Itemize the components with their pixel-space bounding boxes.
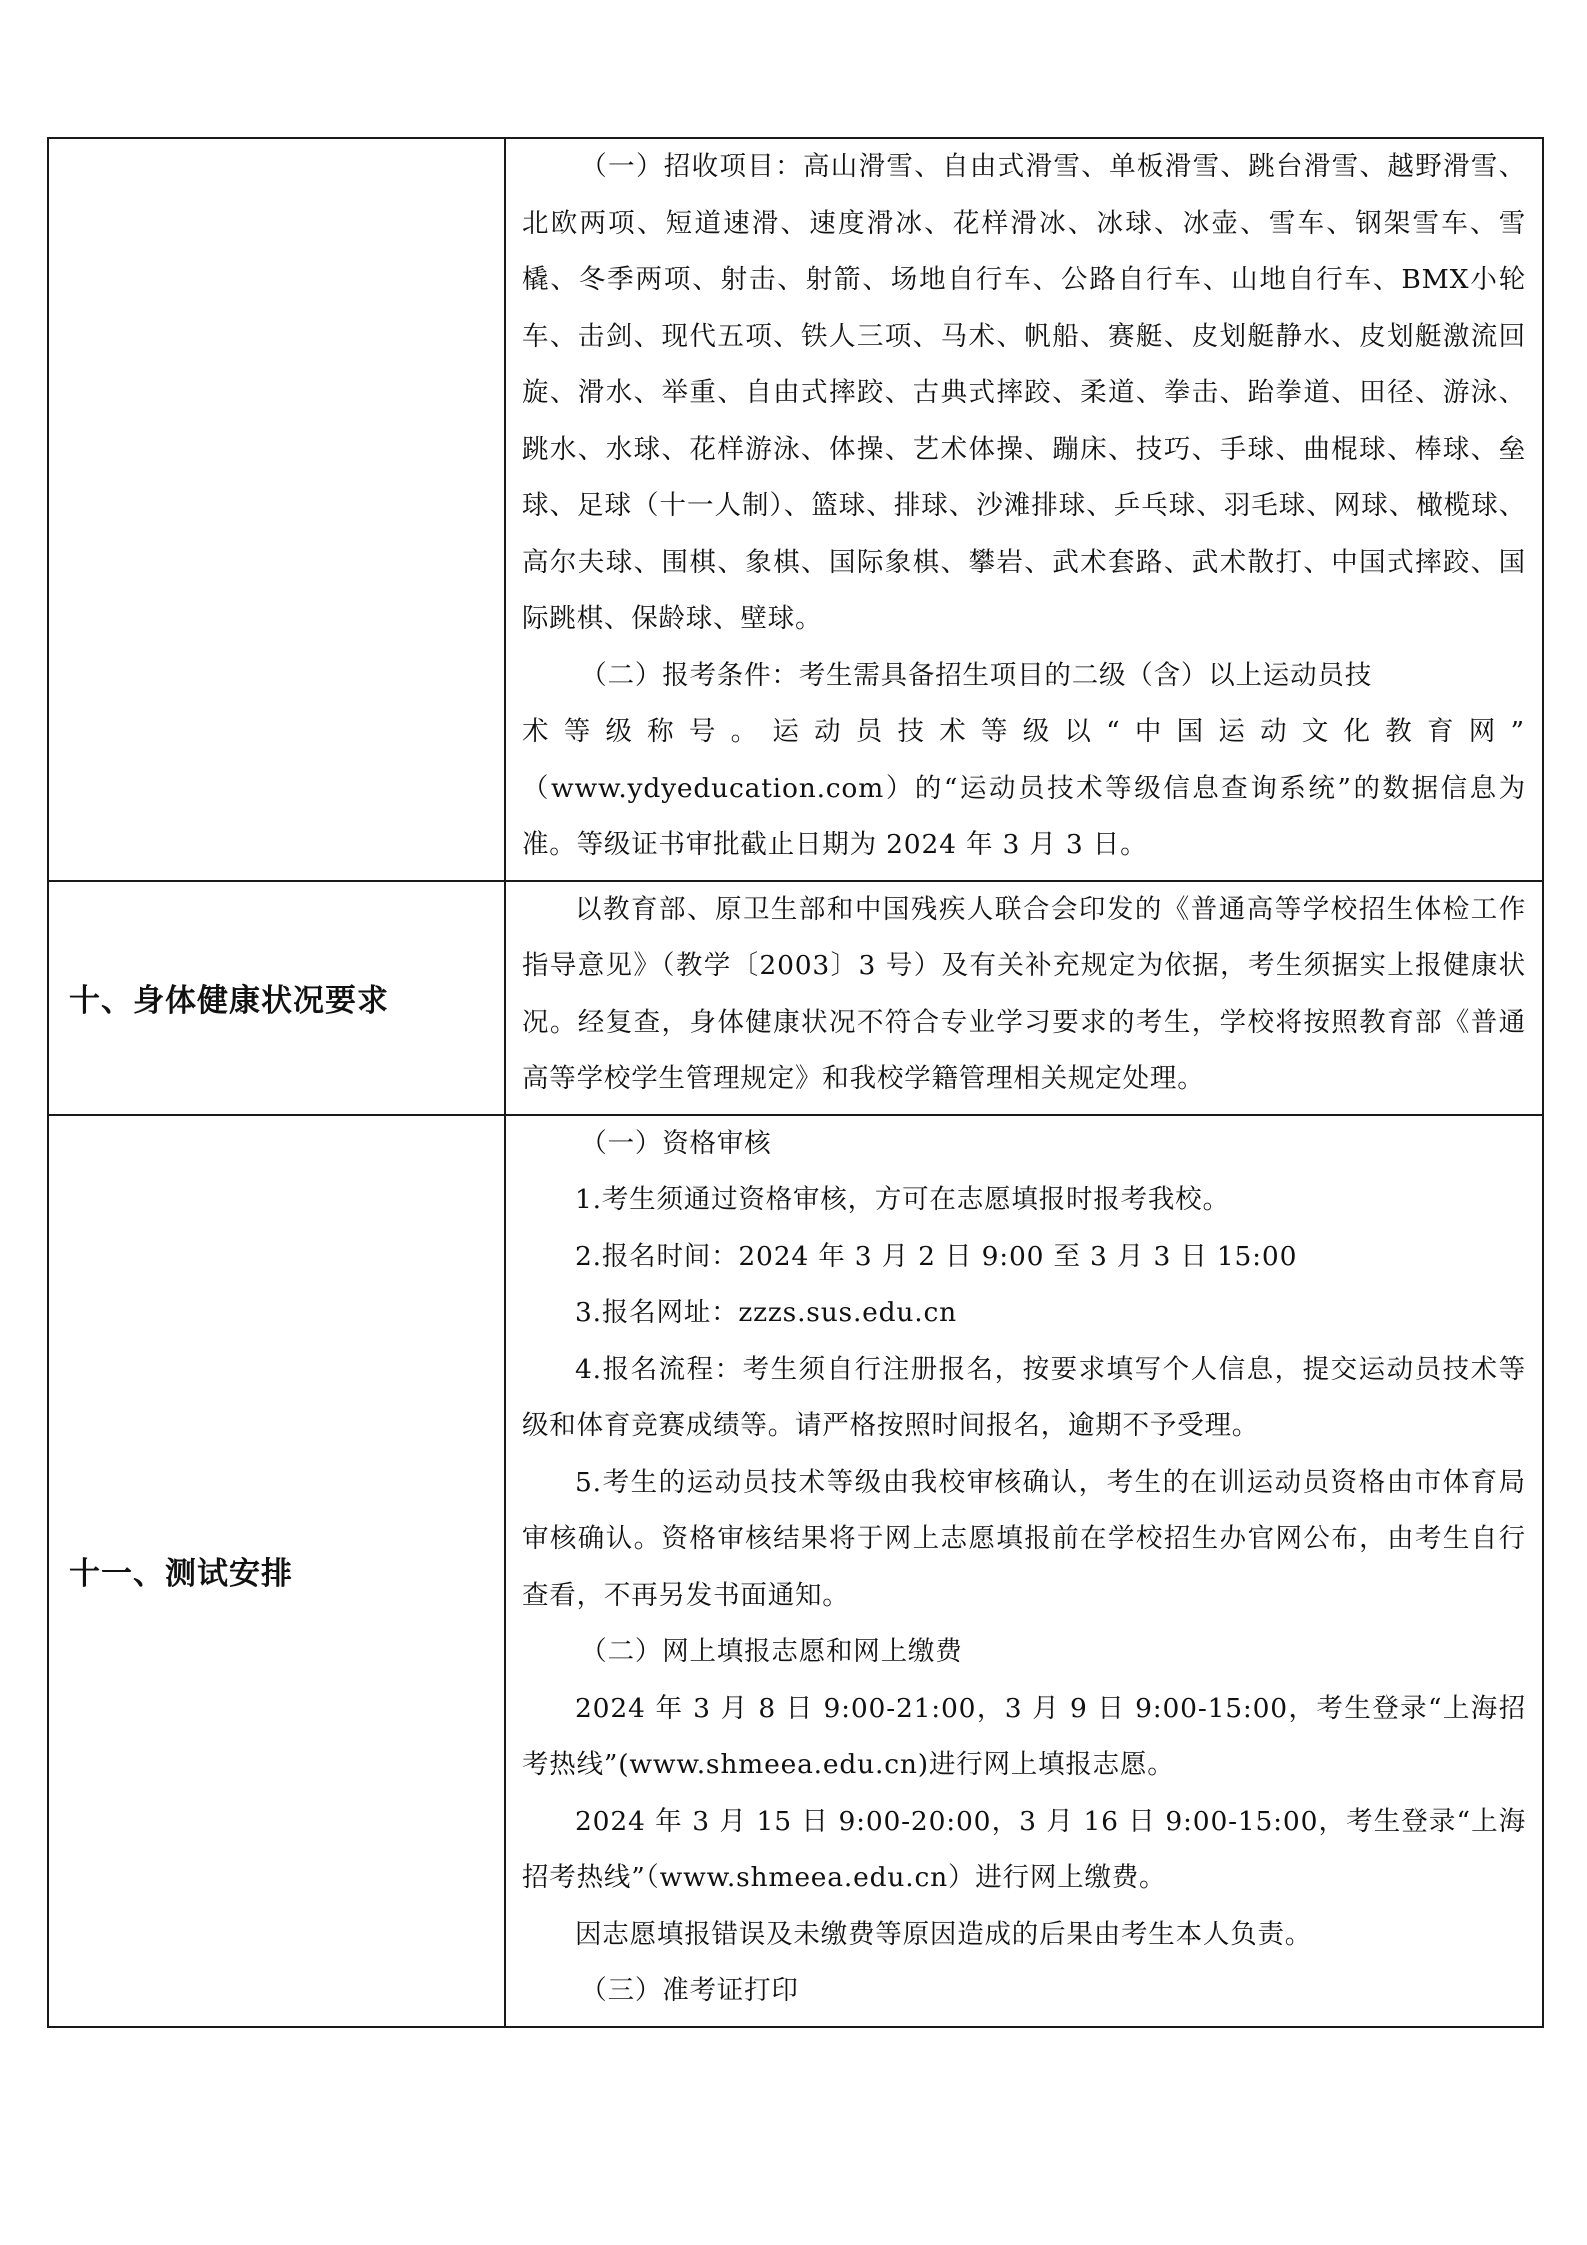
paragraph-eligibility-source: （www.ydyeducation.com）的“运动员技术等级信息查询系统”的数据信息为准。等级证书审批截止日期为 2024 年 3 月 3 日。	[522, 772, 1526, 860]
row-content-cell	[505, 138, 1543, 881]
table-row-health	[48, 881, 1543, 1115]
paragraph-step-5: 5.考生的运动员技术等级由我校审核确认，考生的在训运动员资格由市体育局审核确认。资格审核结果将于网上志愿填报前在学校招生办官网公布，由考生自行查看，不再另发书面通知。	[522, 1466, 1526, 1611]
row-label: 十一、测试安排	[69, 1556, 293, 1592]
paragraph-online-payment: 2024 年 3 月 15 日 9:00-20:00，3 月 16 日 9:00-15:00，考生登录“上海招考热线”（www.shmeea.edu.cn）进行网上缴费。	[522, 1805, 1526, 1893]
paragraph-step-3: 3.报名网址：zzzs.sus.edu.cn	[575, 1297, 958, 1328]
admissions-table	[47, 137, 1544, 2028]
table-row-test-arrangement	[48, 1115, 1543, 2027]
row-content-cell	[505, 1115, 1543, 2027]
paragraph-online-heading: （二）网上填报志愿和网上缴费	[580, 1636, 963, 1667]
row-label-cell	[48, 881, 505, 1115]
row-content-cell	[505, 881, 1543, 1115]
table-row-sports-items	[48, 138, 1543, 881]
row-label: 十、身体健康状况要求	[69, 983, 389, 1019]
paragraph-health-requirements: 以教育部、原卫生部和中国残疾人联合会印发的《普通高等学校招生体检工作指导意见》（教学〔2003〕3 号）及有关补充规定为依据，考生须据实上报健康状况。经复查，身体健康状况不符合专业学习要求的考生，学校将按照教育部《普通高等学校学生管理规定》和我校学籍管理相关规定处理。	[522, 893, 1526, 1094]
paragraph-step-2: 2.报名时间：2024 年 3 月 2 日 9:00 至 3 月 3 日 15:00	[575, 1240, 1298, 1272]
paragraph-eligibility: （二）报考条件：考生需具备招生项目的二级（含）以上运动员技	[580, 659, 1372, 691]
paragraph-step-1: 1.考生须通过资格审核，方可在志愿填报时报考我校。	[575, 1184, 1230, 1215]
paragraph-admission-ticket-heading: （三）准考证打印	[580, 1975, 799, 2006]
paragraph-eligibility-cont: 术等级称号。运动员技术等级以“中国运动文化教育网”	[522, 716, 1526, 747]
paragraph-step-4: 4.报名流程：考生须自行注册报名，按要求填写个人信息，提交运动员技术等级和体育竞赛成绩等。请严格按照时间报名，逾期不予受理。	[522, 1353, 1526, 1441]
row-label-cell	[48, 138, 505, 881]
paragraph-responsibility: 因志愿填报错误及未缴费等原因造成的后果由考生本人负责。	[575, 1918, 1313, 1950]
paragraph-recruit-items: （一）招收项目：高山滑雪、自由式滑雪、单板滑雪、跳台滑雪、越野滑雪、北欧两项、短道速滑、速度滑冰、花样滑冰、冰球、冰壶、雪车、钢架雪车、雪橇、冬季两项、射击、射箭、场地自行车、公路自行车、山地自行车、BMX小轮车、击剑、现代五项、铁人三项、马术、帆船、赛艇、皮划艇静水、皮划艇激流回旋、滑水、举重、自由式摔跤、古典式摔跤、柔道、拳击、跆拳道、田径、游泳、跳水、水球、花样游泳、体操、艺术体操、蹦床、技巧、手球、曲棍球、棒球、垒球、足球（十一人制）、篮球、排球、沙滩排球、乒乓球、羽毛球、网球、橄榄球、高尔夫球、围棋、象棋、国际象棋、攀岩、武术套路、武术散打、中国式摔跤、国际跳棋、保龄球、壁球。	[522, 151, 1526, 634]
row-label-cell	[48, 1115, 505, 2027]
paragraph-online-application: 2024 年 3 月 8 日 9:00-21:00，3 月 9 日 9:00-15:00，考生登录“上海招考热线”(www.shmeea.edu.cn)进行网上填报志愿。	[522, 1692, 1526, 1780]
paragraph-qualification-heading: （一）资格审核	[580, 1127, 772, 1159]
